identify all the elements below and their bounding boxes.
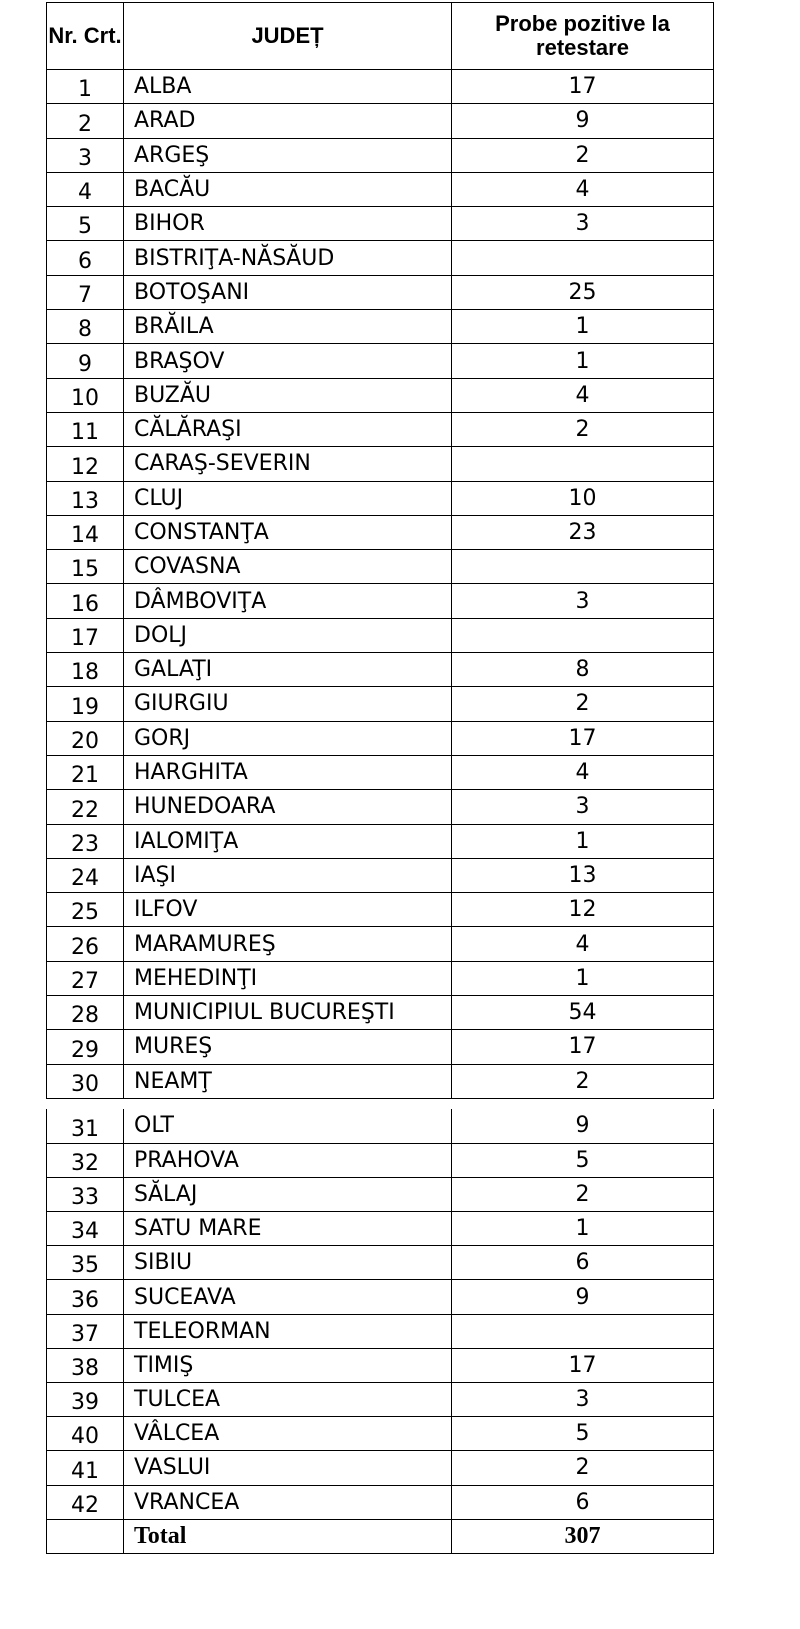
row-number: 41	[47, 1451, 124, 1485]
positive-count	[452, 447, 714, 481]
row-number: 37	[47, 1314, 124, 1348]
positive-count: 4	[452, 378, 714, 412]
positive-count: 6	[452, 1246, 714, 1280]
table-row	[47, 618, 714, 652]
table-row	[47, 584, 714, 618]
table-row	[47, 70, 714, 104]
row-number: 17	[47, 618, 124, 652]
total-value: 307	[452, 1519, 714, 1553]
row-number: 34	[47, 1212, 124, 1246]
table-row	[47, 241, 714, 275]
county-name: SUCEAVA	[124, 1280, 452, 1314]
table-header-row	[47, 3, 714, 70]
positive-count: 6	[452, 1485, 714, 1519]
row-number: 33	[47, 1177, 124, 1211]
row-number: 21	[47, 755, 124, 789]
row-number: 39	[47, 1383, 124, 1417]
positive-count: 17	[452, 70, 714, 104]
row-number: 9	[47, 344, 124, 378]
row-number: 12	[47, 447, 124, 481]
positive-count: 2	[452, 412, 714, 446]
positive-count: 13	[452, 858, 714, 892]
positive-count: 3	[452, 207, 714, 241]
positive-count: 1	[452, 1212, 714, 1246]
table-row	[47, 515, 714, 549]
table-row	[47, 790, 714, 824]
positive-count: 23	[452, 515, 714, 549]
row-number: 25	[47, 893, 124, 927]
county-name: BIHOR	[124, 207, 452, 241]
row-number: 31	[47, 1109, 124, 1143]
positive-count: 5	[452, 1143, 714, 1177]
positive-count: 4	[452, 927, 714, 961]
county-name: BISTRIŢA-NĂSĂUD	[124, 241, 452, 275]
row-number: 7	[47, 275, 124, 309]
table-row	[47, 961, 714, 995]
table-row	[47, 310, 714, 344]
table-row	[47, 447, 714, 481]
table-row	[47, 1177, 714, 1211]
table-row	[47, 275, 714, 309]
county-name: BRAŞOV	[124, 344, 452, 378]
table-row	[47, 1109, 714, 1143]
row-number: 28	[47, 996, 124, 1030]
table-row	[47, 858, 714, 892]
county-name: MARAMUREŞ	[124, 927, 452, 961]
positive-count: 1	[452, 824, 714, 858]
positive-count: 9	[452, 104, 714, 138]
table-row	[47, 344, 714, 378]
county-name: TELEORMAN	[124, 1314, 452, 1348]
table-row	[47, 104, 714, 138]
table-row	[47, 1143, 714, 1177]
row-number: 29	[47, 1030, 124, 1064]
county-name: ILFOV	[124, 893, 452, 927]
positive-count: 2	[452, 1064, 714, 1098]
county-name: GIURGIU	[124, 687, 452, 721]
row-number: 35	[47, 1246, 124, 1280]
positive-count: 3	[452, 584, 714, 618]
row-number: 22	[47, 790, 124, 824]
row-number: 27	[47, 961, 124, 995]
county-name: CĂLĂRAŞI	[124, 412, 452, 446]
table-row	[47, 1348, 714, 1382]
county-name: SATU MARE	[124, 1212, 452, 1246]
positive-count	[452, 550, 714, 584]
positive-count: 3	[452, 790, 714, 824]
positive-count: 8	[452, 653, 714, 687]
table-row	[47, 927, 714, 961]
county-name: IALOMIŢA	[124, 824, 452, 858]
table-row	[47, 1280, 714, 1314]
total-label: Total	[124, 1519, 452, 1553]
table-row	[47, 653, 714, 687]
row-number: 8	[47, 310, 124, 344]
row-number: 5	[47, 207, 124, 241]
positive-count: 17	[452, 1030, 714, 1064]
table-row	[47, 481, 714, 515]
row-number: 38	[47, 1348, 124, 1382]
table-row	[47, 755, 714, 789]
table-row	[47, 138, 714, 172]
row-number: 36	[47, 1280, 124, 1314]
county-name: ALBA	[124, 70, 452, 104]
county-name: BACĂU	[124, 172, 452, 206]
county-name: MUREŞ	[124, 1030, 452, 1064]
row-number: 13	[47, 481, 124, 515]
row-number: 30	[47, 1064, 124, 1098]
row-number: 10	[47, 378, 124, 412]
header-nr-crt: Nr. Crt.	[47, 3, 124, 70]
row-number: 14	[47, 515, 124, 549]
positive-count: 2	[452, 687, 714, 721]
table-row	[47, 996, 714, 1030]
positive-count: 12	[452, 893, 714, 927]
positive-count: 4	[452, 755, 714, 789]
positive-count: 2	[452, 1177, 714, 1211]
table-row	[47, 1383, 714, 1417]
county-name: MUNICIPIUL BUCUREŞTI	[124, 996, 452, 1030]
county-name: ARGEŞ	[124, 138, 452, 172]
positive-count	[452, 241, 714, 275]
county-name: GORJ	[124, 721, 452, 755]
row-number: 19	[47, 687, 124, 721]
positive-count: 5	[452, 1417, 714, 1451]
row-number: 1	[47, 70, 124, 104]
county-name: SĂLAJ	[124, 1177, 452, 1211]
county-name: HUNEDOARA	[124, 790, 452, 824]
county-name: VÂLCEA	[124, 1417, 452, 1451]
county-name: COVASNA	[124, 550, 452, 584]
header-judet: JUDEȚ	[124, 3, 452, 70]
row-number: 3	[47, 138, 124, 172]
county-name: CARAŞ-SEVERIN	[124, 447, 452, 481]
table-row	[47, 172, 714, 206]
table-row	[47, 687, 714, 721]
total-nr-cell	[47, 1519, 124, 1553]
positive-count: 25	[452, 275, 714, 309]
county-name: MEHEDINŢI	[124, 961, 452, 995]
positive-count: 1	[452, 344, 714, 378]
county-name: BUZĂU	[124, 378, 452, 412]
positive-count: 4	[452, 172, 714, 206]
row-number: 6	[47, 241, 124, 275]
row-number: 20	[47, 721, 124, 755]
positive-count	[452, 1314, 714, 1348]
county-name: BOTOŞANI	[124, 275, 452, 309]
table-row	[47, 1451, 714, 1485]
counties-table-part-1	[46, 2, 714, 1099]
table-row	[47, 893, 714, 927]
county-name: SIBIU	[124, 1246, 452, 1280]
county-name: VRANCEA	[124, 1485, 452, 1519]
row-number: 4	[47, 172, 124, 206]
row-number: 23	[47, 824, 124, 858]
positive-count: 17	[452, 1348, 714, 1382]
table-row	[47, 1246, 714, 1280]
row-number: 42	[47, 1485, 124, 1519]
table-row	[47, 412, 714, 446]
row-number: 2	[47, 104, 124, 138]
county-name: NEAMŢ	[124, 1064, 452, 1098]
positive-count: 54	[452, 996, 714, 1030]
table-row	[47, 1314, 714, 1348]
county-name: DÂMBOVIŢA	[124, 584, 452, 618]
row-number: 18	[47, 653, 124, 687]
table-row	[47, 1417, 714, 1451]
row-number: 32	[47, 1143, 124, 1177]
county-name: PRAHOVA	[124, 1143, 452, 1177]
counties-table-part-2	[46, 1109, 714, 1554]
row-number: 16	[47, 584, 124, 618]
county-name: DOLJ	[124, 618, 452, 652]
table-row	[47, 1030, 714, 1064]
county-name: TULCEA	[124, 1383, 452, 1417]
header-probe-pozitive: Probe pozitive la retestare	[452, 3, 714, 70]
county-name: HARGHITA	[124, 755, 452, 789]
table-row	[47, 1064, 714, 1098]
positive-count: 9	[452, 1280, 714, 1314]
table-row	[47, 378, 714, 412]
positive-count: 3	[452, 1383, 714, 1417]
positive-count: 10	[452, 481, 714, 515]
table-row	[47, 1485, 714, 1519]
row-number: 11	[47, 412, 124, 446]
row-number: 24	[47, 858, 124, 892]
row-number: 15	[47, 550, 124, 584]
positive-count: 1	[452, 310, 714, 344]
positive-count	[452, 618, 714, 652]
table-row	[47, 1212, 714, 1246]
positive-count: 1	[452, 961, 714, 995]
row-number: 26	[47, 927, 124, 961]
county-name: VASLUI	[124, 1451, 452, 1485]
row-number: 40	[47, 1417, 124, 1451]
county-name: GALAŢI	[124, 653, 452, 687]
table-row	[47, 550, 714, 584]
positive-count: 2	[452, 138, 714, 172]
positive-count: 17	[452, 721, 714, 755]
county-name: BRĂILA	[124, 310, 452, 344]
table-row	[47, 721, 714, 755]
table-row	[47, 207, 714, 241]
total-row	[47, 1519, 714, 1553]
county-name: CONSTANŢA	[124, 515, 452, 549]
county-name: TIMIŞ	[124, 1348, 452, 1382]
county-name: CLUJ	[124, 481, 452, 515]
positive-count: 9	[452, 1109, 714, 1143]
table-row	[47, 824, 714, 858]
positive-count: 2	[452, 1451, 714, 1485]
county-name: IAŞI	[124, 858, 452, 892]
county-name: OLT	[124, 1109, 452, 1143]
county-name: ARAD	[124, 104, 452, 138]
